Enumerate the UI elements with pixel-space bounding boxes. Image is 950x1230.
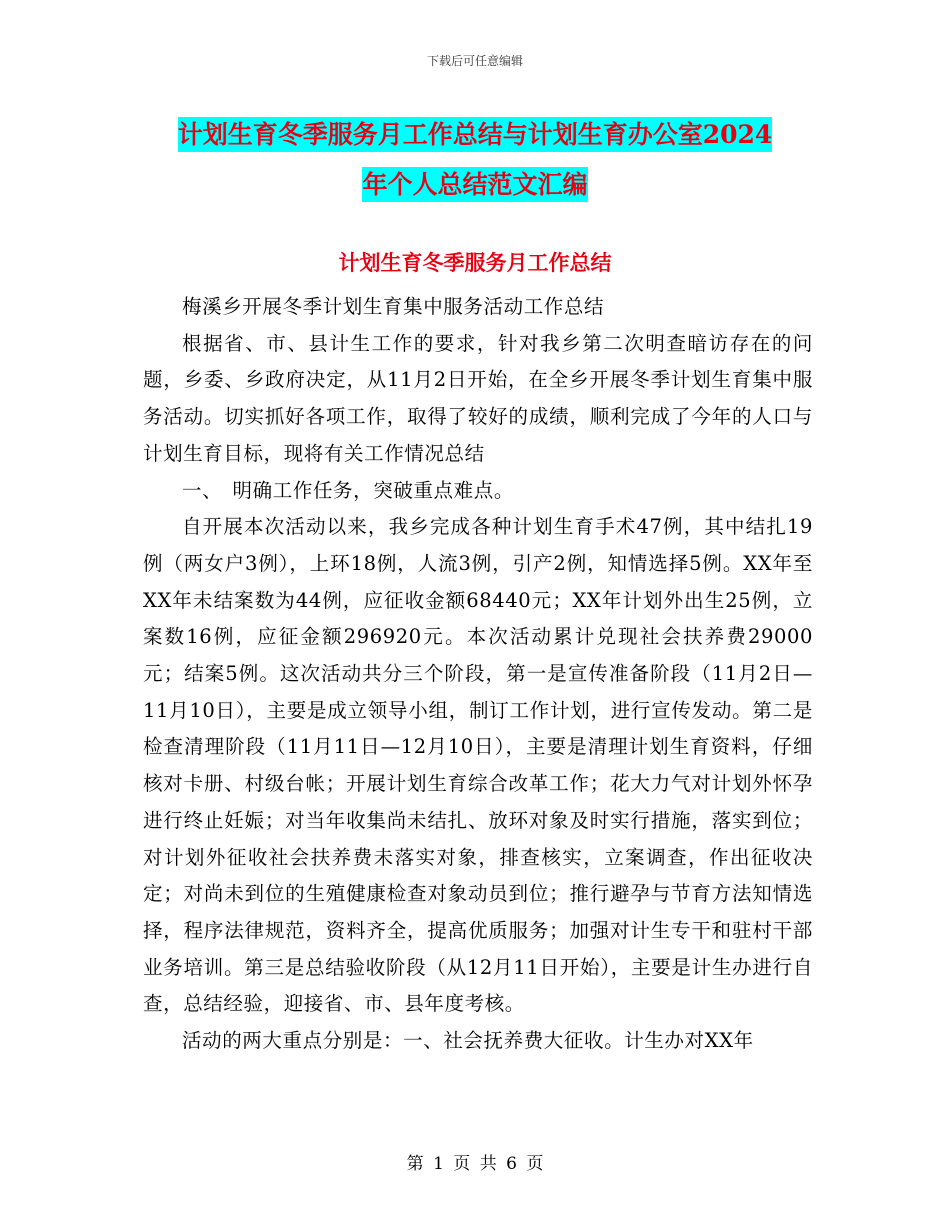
document-title [0, 110, 950, 210]
page-footer: 第 1 页 共 6 页 [406, 1154, 544, 1174]
body-paragraph-intro: 根据省、市、县计生工作的要求，针对我乡第二次明查暗访存在的问题，乡委、乡政府决定，从11月2日开始，在全乡开展冬季计划生育集中服务活动。切实抓好各项工作，取得了较好的成绩，顺利完成了今年的人口与计划生育目标，现将有关工作情况总结 [143, 331, 813, 465]
body-paragraph-heading-1: 一、 明确工作任务，突破重点难点。 [182, 478, 514, 502]
header-note: 下载后可任意编辑 [426, 54, 523, 68]
section-title: 计划生育冬季服务月工作总结 [338, 250, 612, 275]
document-title-line-2: 年个人总结范文汇编 [362, 167, 587, 202]
body-paragraph-key-points: 活动的两大重点分别是：一、社会抚养费大征收。计生办对XX年 [182, 1029, 754, 1053]
document-body [143, 289, 813, 1060]
document-title-line-1: 计划生育冬季服务月工作总结与计划生育办公室2024 [178, 117, 773, 152]
body-paragraph-activities: 自开展本次活动以来，我乡完成各种计划生育手术47例，其中结扎19例（两女户3例），上环18例，人流3例，引产2例，知情选择5例。XX年至XX年未结案数为44例，应征收金额68440元；XX年计划外出生25例，立案数16例，应征金额296920元。本次活动累计兑现社会扶养费29000元；结案5例。这次活动共分三个阶段，第一是宣传准备阶段（11月2日—11月10日），主要是成立领导小组，制订工作计划，进行宣传发动。第二是检查清理阶段（11月11日—12月10日），主要是清理计划生育资料，仔细核对卡册、村级台帐；开展计划生育综合改革工作；花大力气对计划外怀孕进行终止妊娠；对当年收集尚未结扎、放环对象及时实行措施，落实到位；对计划外征收社会扶养费未落实对象，排查核实，立案调查，作出征收决定；对尚未到位的生殖健康检查对象动员到位；推行避孕与节育方法知情选择，程序法律规范，资料齐全，提高优质服务；加强对计生专干和驻村干部业务培训。第三是总结验收阶段（从12月11日开始），主要是计生办进行自查，总结经验，迎接省、市、县年度考核。 [143, 515, 813, 1016]
body-paragraph-subtitle: 梅溪乡开展冬季计划生育集中服务活动工作总结 [182, 295, 605, 318]
